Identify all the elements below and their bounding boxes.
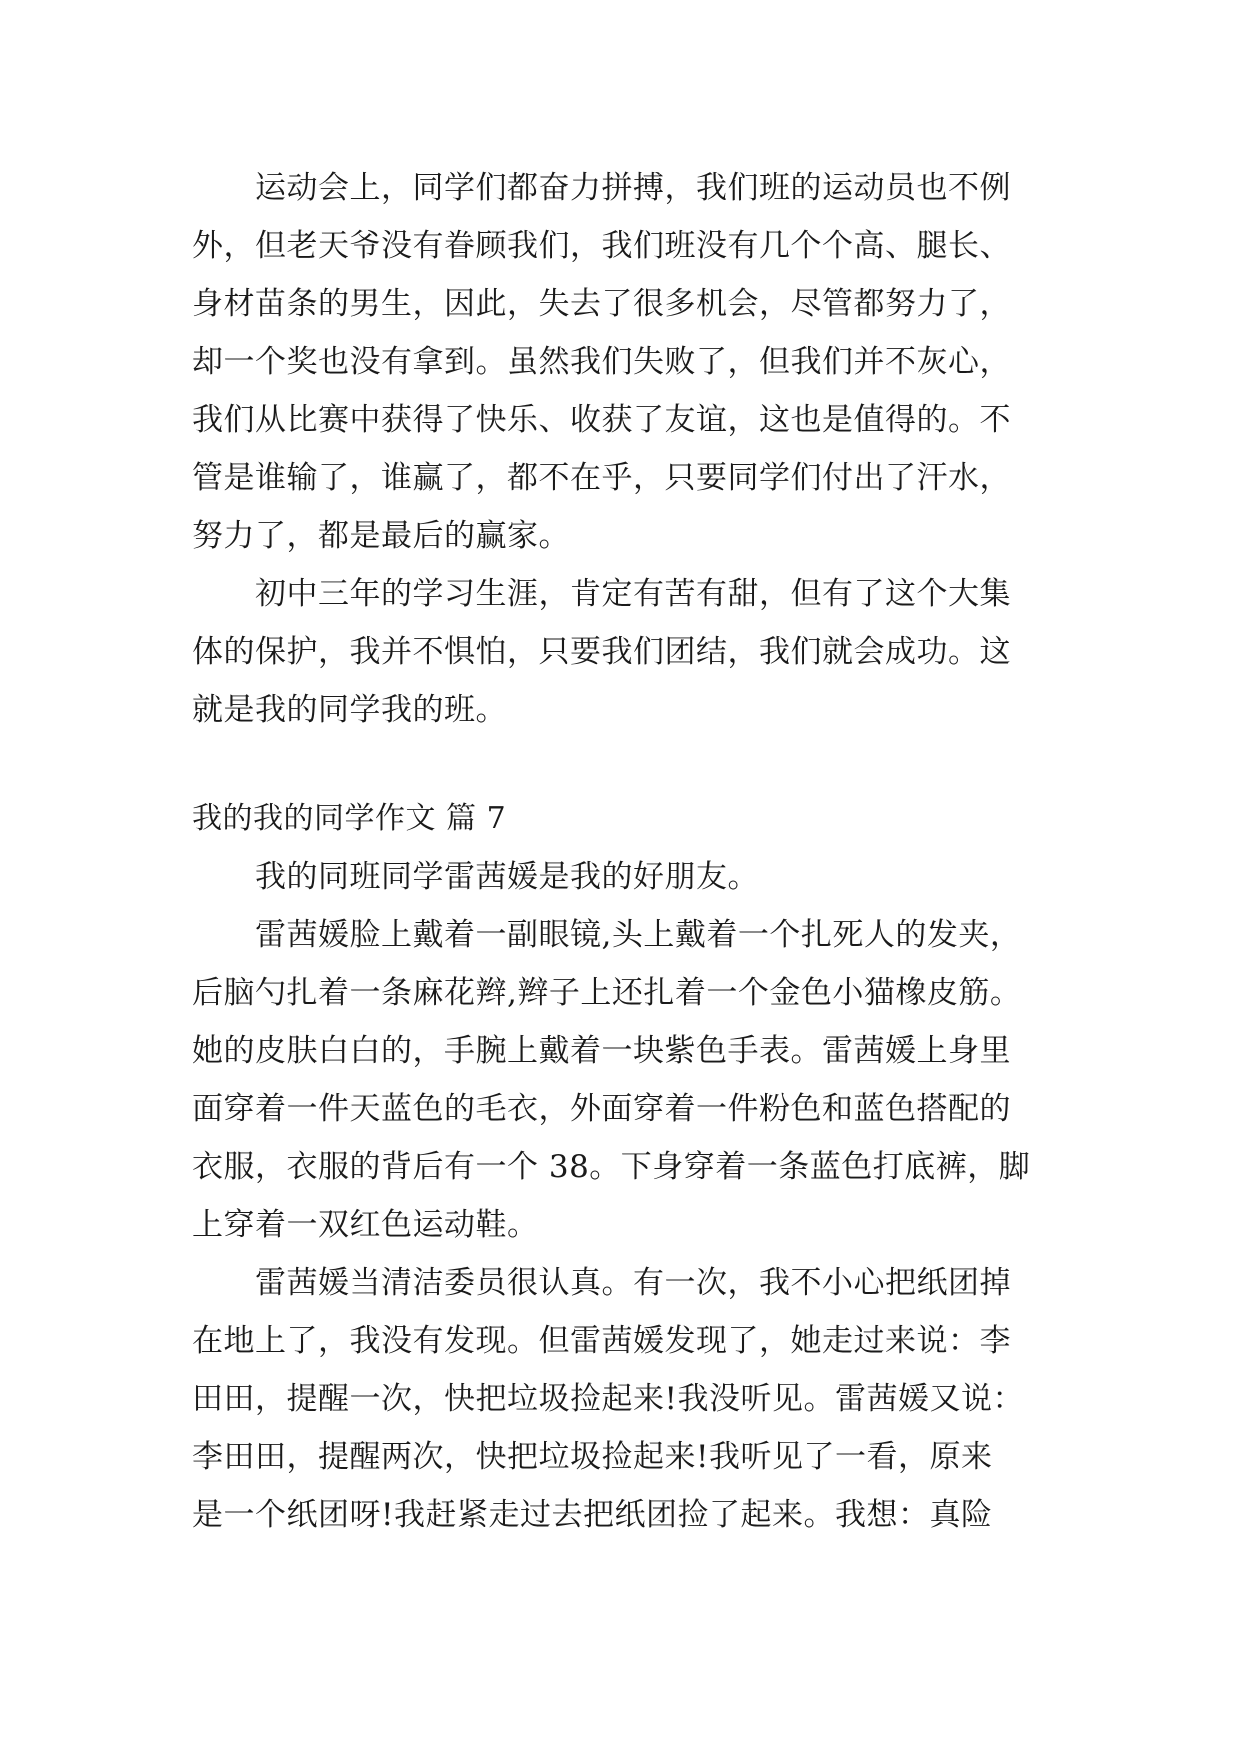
paragraph-line: 外，但老天爷没有眷顾我们，我们班没有几个个高、腿长、 [192, 228, 1011, 264]
paragraph-line: 雷茜媛当清洁委员很认真。有一次，我不小心把纸团掉 [192, 1265, 1011, 1301]
paragraph-line: 体的保护，我并不惧怕，只要我们团结，我们就会成功。这 [192, 634, 1011, 670]
paragraph-line: 上穿着一双红色运动鞋。 [192, 1207, 539, 1243]
paragraph-line: 就是我的同学我的班。 [192, 692, 507, 728]
paragraph-line: 却一个奖也没有拿到。虽然我们失败了，但我们并不灰心， [192, 344, 1011, 380]
paragraph-line: 我们从比赛中获得了快乐、收获了友谊，这也是值得的。不 [192, 402, 1011, 438]
paragraph-line: 管是谁输了，谁赢了，都不在乎，只要同学们付出了汗水， [192, 460, 1011, 496]
paragraph-line: 运动会上，同学们都奋力拼搏，我们班的运动员也不例 [192, 170, 1011, 206]
paragraph-line: 初中三年的学习生涯，肯定有苦有甜，但有了这个大集 [192, 576, 1011, 612]
paragraph-line: 衣服，衣服的背后有一个 38。下身穿着一条蓝色打底裤，脚 [192, 1149, 1031, 1185]
paragraph-line: 在地上了，我没有发现。但雷茜媛发现了，她走过来说：李 [192, 1323, 1011, 1359]
paragraph-line: 我的同班同学雷茜媛是我的好朋友。 [192, 859, 759, 895]
paragraph-line: 田田，提醒一次，快把垃圾捡起来!我没听见。雷茜媛又说： [192, 1381, 1024, 1417]
paragraph-line: 她的皮肤白白的，手腕上戴着一块紫色手表。雷茜媛上身里 [192, 1033, 1011, 1069]
paragraph-line: 后脑勺扎着一条麻花辫,辫子上还扎着一个金色小猫橡皮筋。 [192, 975, 1022, 1011]
paragraph-line: 身材苗条的男生，因此，失去了很多机会，尽管都努力了， [192, 286, 1011, 322]
paragraph-line: 李田田，提醒两次，快把垃圾捡起来!我听见了一看，原来 [192, 1439, 993, 1475]
paragraph-line: 雷茜媛脸上戴着一副眼镜,头上戴着一个扎死人的发夹， [192, 917, 1022, 953]
paragraph-line: 面穿着一件天蓝色的毛衣，外面穿着一件粉色和蓝色搭配的 [192, 1091, 1011, 1127]
paragraph-line: 是一个纸团呀!我赶紧走过去把纸团捡了起来。我想：真险 [192, 1497, 993, 1533]
paragraph-line: 努力了，都是最后的赢家。 [192, 518, 570, 554]
section-heading: 我的我的同学作文 篇 7 [192, 801, 507, 836]
